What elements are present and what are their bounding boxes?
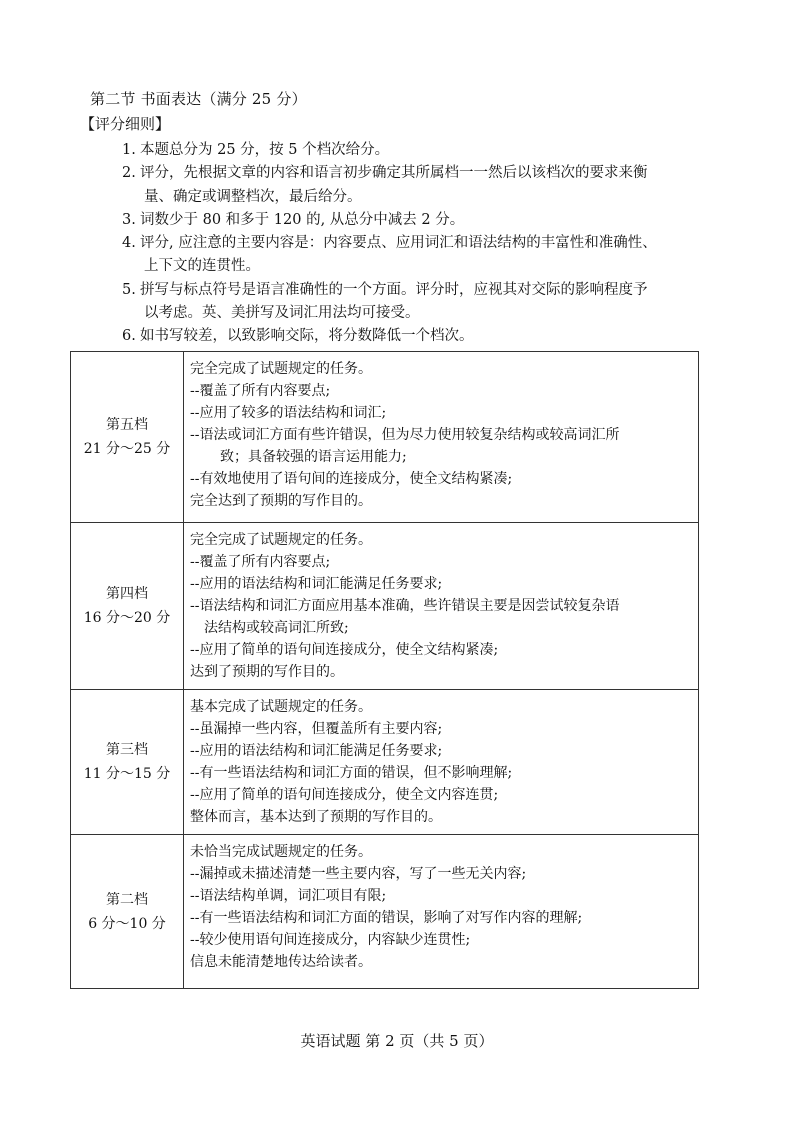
rule-text: 拼写与标点符号是语言准确性的一个方面。评分时，应视其对交际的影响程度予 xyxy=(140,281,648,298)
band-line: --应用了简单的语句间连接成分，使全文结构紧凑; xyxy=(190,642,499,658)
band-row-4 xyxy=(71,523,699,690)
band-label-cell xyxy=(71,523,184,690)
band-description-cell xyxy=(184,690,699,835)
band-name: 第二档 xyxy=(106,891,148,908)
page-footer: 英语试题 第 2 页（共 5 页） xyxy=(300,1032,494,1050)
band-line: 达到了预期的写作目的。 xyxy=(190,664,344,680)
band-line: --语法结构和词汇方面应用基本准确，些许错误主要是因尝试较复杂语 xyxy=(190,598,620,614)
band-description-cell xyxy=(184,352,699,523)
band-line: 完全完成了试题规定的任务。 xyxy=(190,361,372,377)
band-line: --有一些语法结构和词汇方面的错误，影响了对写作内容的理解; xyxy=(190,910,583,926)
section-title: 第二节 书面表达（满分 25 分） xyxy=(90,90,307,108)
band-line: --语法结构单调，词汇项目有限; xyxy=(190,888,387,904)
band-line: --漏掉或未描述清楚一些主要内容，写了一些无关内容; xyxy=(190,866,527,882)
rule-text: 评分, 应注意的主要内容是：内容要点、应用词汇和语法结构的丰富性和准确性、 xyxy=(140,235,657,252)
band-line: 整体而言，基本达到了预期的写作目的。 xyxy=(190,809,442,825)
band-row-3 xyxy=(71,690,699,835)
rule-item xyxy=(122,279,722,326)
rule-item xyxy=(122,162,722,209)
band-line: 法结构或较高词汇所致; xyxy=(204,620,349,636)
rule-text-continued: 以考虑。英、美拼写及词汇用法均可接受。 xyxy=(144,305,420,322)
band-row-5 xyxy=(71,352,699,523)
band-label-cell xyxy=(71,690,184,835)
band-line: 完全达到了预期的写作目的。 xyxy=(190,493,372,509)
rule-text: 评分，先根据文章的内容和语言初步确定其所属档一一然后以该档次的要求来衡 xyxy=(140,165,648,182)
rule-item xyxy=(122,139,722,162)
band-label-cell xyxy=(71,352,184,523)
band-name: 第五档 xyxy=(106,417,148,433)
band-line: --覆盖了所有内容要点; xyxy=(190,383,331,399)
rule-text: 如书写较差，以致影响交际，将分数降低一个档次。 xyxy=(140,328,474,345)
band-line: --应用的语法结构和词汇能满足任务要求; xyxy=(190,576,443,592)
band-line: --应用的语法结构和词汇能满足任务要求; xyxy=(190,743,443,759)
grading-rules-list xyxy=(122,139,722,349)
rule-text: 本题总分为 25 分，按 5 个档次给分。 xyxy=(140,142,390,158)
band-score-range: 11 分～15 分 xyxy=(83,766,171,782)
band-line: --应用了较多的语法结构和词汇; xyxy=(190,405,387,421)
band-row-2 xyxy=(71,835,699,989)
rule-number: 3. xyxy=(122,211,136,228)
band-name: 第四档 xyxy=(106,586,148,602)
rule-text: 词数少于 80 和多于 120 的, 从总分中减去 2 分。 xyxy=(140,211,465,228)
band-label-cell xyxy=(71,835,184,989)
band-line: --有一些语法结构和词汇方面的错误，但不影响理解; xyxy=(190,765,513,781)
rule-number: 6. xyxy=(122,328,136,345)
rule-number: 5. xyxy=(122,281,136,298)
rule-item xyxy=(122,232,722,279)
band-line: 基本完成了试题规定的任务。 xyxy=(190,699,372,715)
band-line: 未恰当完成试题规定的任务。 xyxy=(190,844,372,860)
band-line: --较少使用语句间连接成分，内容缺少连贯性; xyxy=(190,932,471,948)
rule-item xyxy=(122,209,722,232)
band-score-range: 16 分～20 分 xyxy=(83,610,171,626)
band-description-cell xyxy=(184,835,699,989)
rule-text-continued: 上下文的连贯性。 xyxy=(144,258,260,275)
band-line: --虽漏掉一些内容，但覆盖所有主要内容; xyxy=(190,721,443,737)
band-score-range: 6 分～10 分 xyxy=(88,915,166,932)
band-line: 致；具备较强的语言运用能力; xyxy=(220,449,407,465)
rule-item xyxy=(122,325,722,348)
grading-rules-heading: 【评分细则】 xyxy=(80,115,171,133)
rule-number: 4. xyxy=(122,235,136,252)
band-description-cell xyxy=(184,523,699,690)
band-line: --应用了简单的语句间连接成分，使全文内容连贯; xyxy=(190,787,499,803)
band-line: --覆盖了所有内容要点; xyxy=(190,554,331,570)
band-name: 第三档 xyxy=(106,742,148,758)
band-line: --语法或词汇方面有些许错误，但为尽力使用较复杂结构或较高词汇所 xyxy=(190,427,620,443)
band-score-range: 21 分～25 分 xyxy=(83,441,171,457)
rule-number: 2. xyxy=(122,165,136,182)
grading-band-table xyxy=(70,351,699,989)
band-line: 完全完成了试题规定的任务。 xyxy=(190,532,372,548)
rule-number: 1. xyxy=(122,142,136,158)
rule-text-continued: 量、确定或调整档次，最后给分。 xyxy=(144,188,362,205)
band-line: --有效地使用了语句间的连接成分，使全文结构紧凑; xyxy=(190,471,513,487)
band-line: 信息未能清楚地传达给读者。 xyxy=(190,954,372,970)
